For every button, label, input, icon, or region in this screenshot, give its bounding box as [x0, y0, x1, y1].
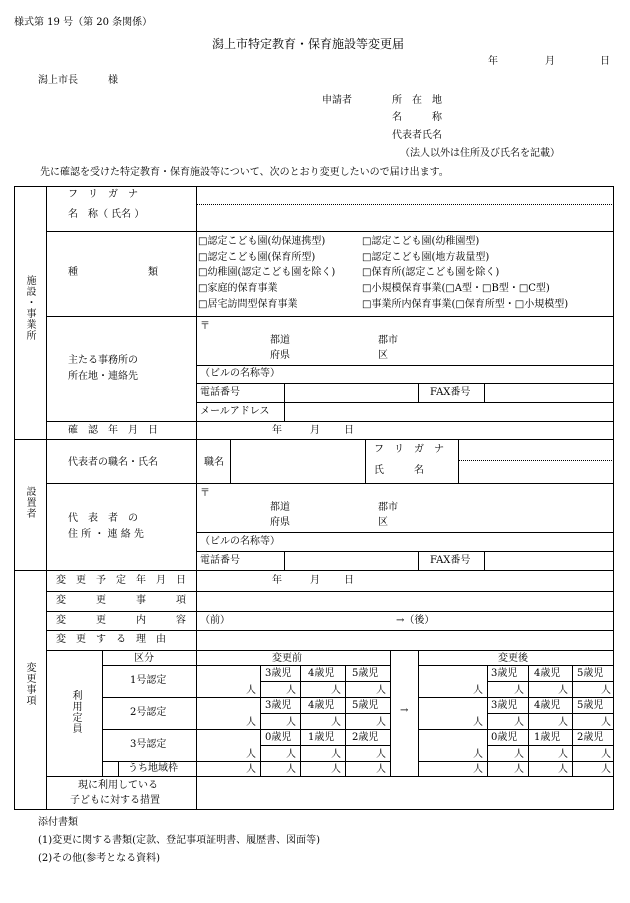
age-header: 4歳児 — [534, 668, 561, 679]
pref-label: 府県 — [270, 350, 290, 361]
row-line — [46, 591, 614, 592]
ymd-month: 月 — [310, 425, 320, 436]
age-header: 3歳児 — [491, 668, 518, 679]
age-header: 3歳児 — [265, 668, 292, 679]
cell-line — [484, 383, 485, 402]
col-divider — [196, 571, 197, 809]
facility-type-label: 種 類 — [68, 267, 158, 278]
cell-line — [102, 729, 196, 730]
ymd-day: 日 — [344, 425, 354, 436]
kubun-header: 区分 — [134, 653, 154, 664]
cell-line — [365, 440, 366, 483]
type-option[interactable]: □家庭的保育事業 — [198, 283, 278, 294]
fax-label: FAX番号 — [430, 555, 471, 566]
pref-label: 府県 — [270, 517, 290, 528]
unit-label: 人 — [246, 717, 256, 728]
cell-line — [418, 383, 419, 402]
form-number: 様式第 19 号（第 20 条関係） — [14, 17, 153, 28]
cell-line — [102, 761, 196, 762]
applicant-rep-label: 代表者氏名 — [392, 130, 442, 141]
cell-line — [196, 697, 390, 698]
age-header: 1歳児 — [534, 732, 561, 743]
furigana-label: フ リ ガ ナ — [68, 189, 138, 200]
row-line — [46, 231, 614, 232]
cell-line — [260, 713, 390, 714]
cell-line — [418, 761, 614, 762]
row-label: 2号認定 — [130, 707, 167, 718]
postal-mark: 〒 — [200, 321, 210, 332]
cell-line — [418, 551, 419, 570]
rep-address-label: 住 所 ・ 連 絡 先 — [68, 529, 144, 540]
unit-label: 人 — [558, 749, 568, 760]
city-label: 区 — [378, 350, 388, 361]
intro-text: 先に確認を受けた特定教育・保育施設等について、次のとおり変更したいので届け出ます。 — [40, 167, 449, 178]
unit-label: 人 — [514, 764, 524, 775]
unit-label: 人 — [246, 685, 256, 696]
facility-name-label: 名 称（ 氏名 ） — [68, 209, 145, 220]
cell-line — [484, 551, 485, 570]
type-option[interactable]: □居宅訪問型保育事業 — [198, 299, 298, 310]
unit-label: 人 — [601, 717, 611, 728]
row-line — [196, 532, 614, 533]
age-header: 5歳児 — [352, 700, 379, 711]
cell-line — [487, 745, 614, 746]
age-header: 3歳児 — [491, 700, 518, 711]
section-divider — [46, 187, 47, 809]
row-line — [196, 551, 614, 552]
before-label: （前） — [200, 615, 230, 626]
after-header: 変更後 — [498, 653, 528, 664]
fax-label: FAX番号 — [430, 387, 471, 398]
postal-mark: 〒 — [200, 488, 210, 499]
row-line — [46, 483, 614, 484]
founder-section-label: 設置者 — [24, 486, 35, 519]
ymd-day: 日 — [344, 575, 354, 586]
cell-line — [102, 697, 196, 698]
unit-label: 人 — [286, 749, 296, 760]
after-label: →（後） — [396, 615, 435, 626]
age-header: 5歳児 — [352, 668, 379, 679]
cell-line — [102, 650, 103, 776]
rep-name-label: 氏 名 — [374, 465, 424, 476]
age-header: 4歳児 — [308, 668, 335, 679]
city-label: 郡市 — [378, 335, 398, 346]
cell-line — [196, 665, 390, 666]
form-table — [14, 186, 614, 810]
row-line — [46, 650, 614, 651]
unit-label: 人 — [514, 685, 524, 696]
row-line — [196, 383, 614, 384]
unit-label: 人 — [376, 749, 386, 760]
age-header: 2歳児 — [352, 732, 379, 743]
date-day-label: 日 — [600, 56, 610, 67]
cell-line — [418, 729, 614, 730]
phone-label: 電話番号 — [200, 555, 240, 566]
unit-label: 人 — [331, 685, 341, 696]
cell-line — [390, 650, 391, 776]
cell-line — [418, 665, 614, 666]
confirm-date-label: 確 認 年 月 日 — [68, 425, 158, 436]
cell-line — [260, 745, 390, 746]
applicant-note: （法人以外は住所及び氏名を記載） — [400, 148, 560, 159]
planned-date-label: 変 更 予 定 年 月 日 — [56, 575, 186, 586]
addressee: 潟上市長 様 — [38, 75, 118, 86]
unit-label: 人 — [601, 764, 611, 775]
date-year-label: 年 — [488, 56, 498, 67]
unit-label: 人 — [246, 764, 256, 775]
row-line — [46, 630, 614, 631]
age-header: 5歳児 — [577, 668, 604, 679]
capacity-label: 利用定員 — [70, 690, 81, 734]
unit-label: 人 — [558, 717, 568, 728]
cell-line — [458, 440, 459, 483]
type-option[interactable]: □事業所内保育事業(□保育所型・□小規模型) — [362, 299, 569, 310]
age-header: 4歳児 — [308, 700, 335, 711]
type-option[interactable]: □認定こども園(幼保連携型) — [198, 236, 326, 247]
age-header: 1歳児 — [308, 732, 335, 743]
rep-address-label: 代 表 者 の — [68, 513, 138, 524]
type-option[interactable]: □小規模保育事業(□A型・□B型・□C型) — [362, 283, 550, 294]
unit-label: 人 — [473, 764, 483, 775]
cell-line — [102, 665, 196, 666]
city-label: 郡市 — [378, 502, 398, 513]
attachment-item: (2)その他(参考となる資料) — [38, 853, 160, 864]
row-line — [46, 776, 614, 777]
type-option[interactable]: □保育所(認定こども園を除く) — [362, 267, 500, 278]
unit-label: 人 — [601, 685, 611, 696]
furigana-line — [196, 204, 614, 205]
city-label: 区 — [378, 517, 388, 528]
change-content-label: 変 更 内 容 — [56, 615, 186, 626]
row-line — [196, 365, 614, 366]
applicant-name-label: 名 称 — [392, 112, 442, 123]
unit-label: 人 — [331, 764, 341, 775]
unit-label: 人 — [286, 764, 296, 775]
unit-label: 人 — [331, 749, 341, 760]
furigana-line — [458, 460, 614, 461]
change-item-label: 変 更 事 項 — [56, 595, 186, 606]
attachment-item: (1)変更に関する書類(定款、登記事項証明書、履歴書、図面等) — [38, 835, 320, 846]
unit-label: 人 — [514, 749, 524, 760]
ymd-month: 月 — [310, 575, 320, 586]
cell-line — [487, 713, 614, 714]
unit-label: 人 — [286, 717, 296, 728]
building-label: （ビルの名称等） — [200, 368, 280, 379]
cell-line — [418, 697, 614, 698]
age-header: 4歳児 — [534, 700, 561, 711]
current-measure-label: 子どもに対する措置 — [70, 795, 160, 806]
row-line — [46, 421, 614, 422]
local-label: うち地域枠 — [128, 763, 178, 774]
unit-label: 人 — [514, 717, 524, 728]
unit-label: 人 — [376, 717, 386, 728]
cell-line — [284, 551, 285, 570]
unit-label: 人 — [286, 685, 296, 696]
row-label: 3号認定 — [130, 739, 167, 750]
office-label: 所在地・連絡先 — [68, 371, 138, 382]
form-title: 潟上市特定教育・保育施設等変更届 — [212, 37, 405, 51]
row-line — [46, 611, 614, 612]
section-line — [14, 570, 614, 571]
rep-label: 代表者の職名・氏名 — [68, 457, 158, 468]
unit-label: 人 — [473, 749, 483, 760]
unit-label: 人 — [376, 685, 386, 696]
type-option[interactable]: □認定こども園(幼稚園型) — [362, 236, 480, 247]
unit-label: 人 — [246, 749, 256, 760]
unit-label: 人 — [331, 717, 341, 728]
applicant-label: 申請者 — [322, 95, 352, 106]
unit-label: 人 — [473, 717, 483, 728]
change-section-label: 変更事項 — [24, 662, 35, 706]
age-header: 0歳児 — [265, 732, 292, 743]
type-option[interactable]: □幼稚園(認定こども園を除く) — [198, 267, 336, 278]
cell-line — [230, 440, 231, 483]
type-option[interactable]: □認定こども園(地方裁量型) — [362, 252, 490, 263]
ymd-year: 年 — [272, 575, 282, 586]
unit-label: 人 — [558, 685, 568, 696]
row-label: 1号認定 — [130, 675, 167, 686]
pref-label: 都道 — [270, 335, 290, 346]
type-option[interactable]: □認定こども園(保育所型) — [198, 252, 316, 263]
unit-label: 人 — [473, 685, 483, 696]
cell-line — [260, 681, 390, 682]
arrow-icon: → — [400, 705, 409, 716]
email-label: メールアドレス — [200, 406, 270, 417]
cell-line — [118, 761, 119, 776]
phone-label: 電話番号 — [200, 387, 240, 398]
cell-line — [284, 383, 285, 421]
current-measure-label: 現に利用している — [78, 780, 158, 791]
attachments-title: 添付書類 — [38, 817, 78, 828]
cell-line — [196, 729, 390, 730]
rep-title-label: 職名 — [204, 457, 224, 468]
unit-label: 人 — [558, 764, 568, 775]
ymd-year: 年 — [272, 425, 282, 436]
age-header: 5歳児 — [577, 700, 604, 711]
before-header: 変更前 — [272, 653, 302, 664]
change-reason-label: 変 更 す る 理 由 — [56, 634, 166, 645]
row-line — [46, 316, 614, 317]
building-label: （ビルの名称等） — [200, 536, 280, 547]
cell-line — [418, 650, 419, 776]
date-month-label: 月 — [545, 56, 555, 67]
furigana-label: フ リ ガ ナ — [374, 444, 444, 455]
applicant-address-label: 所 在 地 — [392, 95, 442, 106]
office-label: 主たる事務所の — [68, 355, 138, 366]
unit-label: 人 — [601, 749, 611, 760]
cell-line — [196, 761, 390, 762]
age-header: 2歳児 — [577, 732, 604, 743]
row-line — [196, 402, 614, 403]
unit-label: 人 — [376, 764, 386, 775]
age-header: 0歳児 — [491, 732, 518, 743]
cell-line — [487, 681, 614, 682]
age-header: 3歳児 — [265, 700, 292, 711]
section-line — [14, 439, 614, 440]
facility-section-label: 施設・事業所 — [24, 275, 35, 341]
pref-label: 都道 — [270, 502, 290, 513]
